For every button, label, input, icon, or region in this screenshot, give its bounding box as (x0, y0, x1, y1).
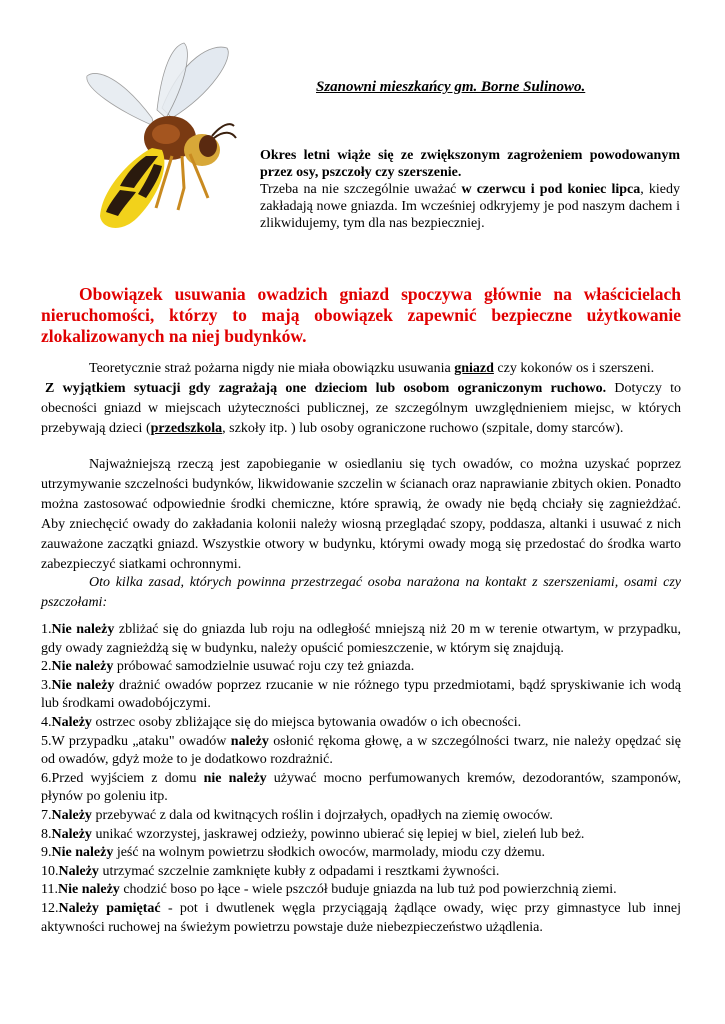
intro-block (260, 147, 680, 232)
intro-text-a: Trzeba na nie szczególnie uważać (260, 182, 462, 197)
rule-item (41, 844, 681, 863)
rule-item (41, 733, 681, 770)
rule-item (41, 863, 681, 882)
rule-text: jeść na wolnym powietrzu słodkich owoców, marmolady, miodu czy dżemu. (113, 845, 546, 861)
rule-bold: Należy (51, 826, 92, 842)
paragraph-2 (41, 455, 681, 575)
p1-przedszkola: przedszkola (150, 421, 223, 436)
rule-inline-bold: należy (230, 733, 269, 749)
rules-intro-text: Oto kilka zasad, których powinna przestrzegać osoba narażona na kontakt z szerszeniami, osami czy pszczołami: (41, 575, 681, 610)
p1-text-d: , szkoły itp. ) lub osoby ograniczone ruchowo (szpitale, domy starców). (222, 421, 624, 436)
rule-number: 9. (41, 845, 52, 861)
rule-text: Przed wyjściem z domu nie należy używać mocno perfumowanych kremów, dezodorantów, szamponów, płynów po goleniu itp. (41, 770, 681, 805)
rule-text: - pot i dwutlenek węgla przyciągają żądlące owady, więc przy gimnastyce lub innej aktywności ruchowej na świeżym powietrzu powstaje duże niebezpieczeństwo użądlenia. (41, 900, 681, 935)
intro-text-b: , kiedy zakładają nowe gniazda. Im wcześniej odkryjemy je pod naszym dachem i zlikwidujemy, tym dla nas bezpieczniej. (260, 182, 680, 231)
paragraph-1 (41, 359, 681, 439)
rule-number: 5. (41, 733, 52, 749)
rule-item (41, 881, 681, 900)
rule-number: 7. (41, 807, 52, 823)
rule-number: 3. (41, 677, 52, 693)
intro-text (260, 181, 680, 232)
rule-bold: Nie należy (51, 659, 114, 675)
intro-bold-text: Okres letni wiąże się ze zwiększonym zagrożeniem powodowanym przez osy, pszczoły czy szerszenie. (260, 148, 680, 180)
rule-text: utrzymać szczelnie zamknięte kubły z odpadami i resztkami żywności. (98, 863, 500, 879)
rule-item (41, 807, 681, 826)
rule-item (41, 658, 681, 677)
rule-item (41, 770, 681, 807)
rule-item (41, 900, 681, 937)
rule-number: 12. (41, 900, 59, 916)
paragraph-2-text: Najważniejszą rzeczą jest zapobieganie w osiedlaniu się tych owadów, co można uzyskać poprzez utrzymywanie szczelności budynków, likwidowanie szczelin w ścianach oraz naprawianie zbitych okien. Ponadto można zastosować odpowiednie środki chemiczne, które sprawią, że owady nie będą chciały się zagnieżdżać. Aby zniechęcić owady do zakładania kolonii należy wiosną przeglądać szopy, poddasza, altanki i usuwać z nich zauważone zaczątki gniazd. Wszystkie otwory w budynku, którymi owady mogą się przedostać do środka warto zabezpieczyć siatkami ochronnymi. (41, 457, 681, 572)
rule-number: 11. (41, 882, 58, 898)
rule-number: 10. (41, 863, 59, 879)
rule-bold: Nie należy (51, 677, 115, 693)
rule-number: 2. (41, 659, 52, 675)
page-title: Szanowni mieszkańcy gm. Borne Sulinowo. (316, 79, 586, 95)
p1-text-b: czy kokonów os i szerszeni. (493, 361, 655, 376)
rule-number: 6. (41, 770, 52, 786)
rule-bold: Należy (51, 807, 92, 823)
rule-text: unikać wzorzystej, jaskrawej odzieży, powinno ubierać się lepiej w biel, zieleń lub beż. (91, 826, 585, 842)
rule-text: ostrzec osoby zbliżające się do miejsca bytowania owadów o ich obecności. (91, 714, 522, 730)
intro-text-bold: w czerwcu i pod koniec lipca (461, 182, 641, 197)
rule-text: drażnić owadów poprzez rzucanie w nie różnego typu przedmiotami, bądź spryskiwanie ich wodą lub środkami owadobójczymi. (41, 677, 681, 712)
rule-bold: Należy (58, 863, 99, 879)
rule-bold: Nie należy (57, 882, 120, 898)
rules-intro (41, 573, 681, 613)
rule-item (41, 826, 681, 845)
rule-text: zbliżać się do gniazda lub roju na odległość mniejszą niż 20 m w terenie otwartym, w przypadku, gdy owady zagnieżdżą się w budynku, należy opuścić pomieszczenie, w którym się znajdują. (41, 622, 681, 656)
rule-number: 1. (41, 622, 52, 637)
rule-item (41, 677, 681, 714)
p1-gniazd: gniazd (454, 361, 494, 376)
rule-bold: Nie należy (51, 845, 114, 861)
p1-bold: Z wyjątkiem sytuacji gdy zagrażają one dzieciom lub osobom ograniczonym ruchowo. (45, 381, 607, 396)
rule-item (41, 621, 681, 658)
rule-text: chodzić boso po łące - wiele pszczół buduje gniazda na lub tuż pod powierzchnią ziemi. (119, 882, 617, 898)
rule-text: W przypadku „ataku" owadów należy osłonić rękoma głowę, a w szczególności twarz, nie należy opędzać się od owadów, gdyż może to je dodatkowo rozdrażnić. (41, 733, 682, 768)
rule-bold: Nie należy (51, 622, 115, 637)
wasp-illustration (62, 38, 242, 233)
rule-number: 8. (41, 826, 52, 842)
rule-bold: Należy (51, 714, 92, 730)
rule-item (41, 714, 681, 733)
rule-inline-bold: nie należy (203, 770, 267, 786)
rule-bold: Należy pamiętać (58, 900, 161, 916)
p1-text-a: Teoretycznie straż pożarna nigdy nie miała obowiązku usuwania (89, 361, 455, 376)
rule-number: 4. (41, 714, 52, 730)
rule-text: przebywać z dala od kwitnących roślin i dojrzałych, opadłych na ziemię owoców. (91, 807, 553, 823)
rule-text: próbować samodzielnie usuwać roju czy też gniazda. (113, 659, 415, 675)
p1-text-c: Dotyczy to obecności gniazd w miejscach użyteczności publicznej, ze szczególnym uwzględnieniem miejsc, w których przebywają dzieci ( (41, 381, 681, 436)
rules-list (41, 621, 681, 937)
red-heading: Obowiązek usuwania owadzich gniazd spoczywa głównie na właścicielach nieruchomości, którzy to mają obowiązek zapewnić bezpieczne użytkowanie zlokalizowanych na niej budynków. (41, 284, 681, 346)
